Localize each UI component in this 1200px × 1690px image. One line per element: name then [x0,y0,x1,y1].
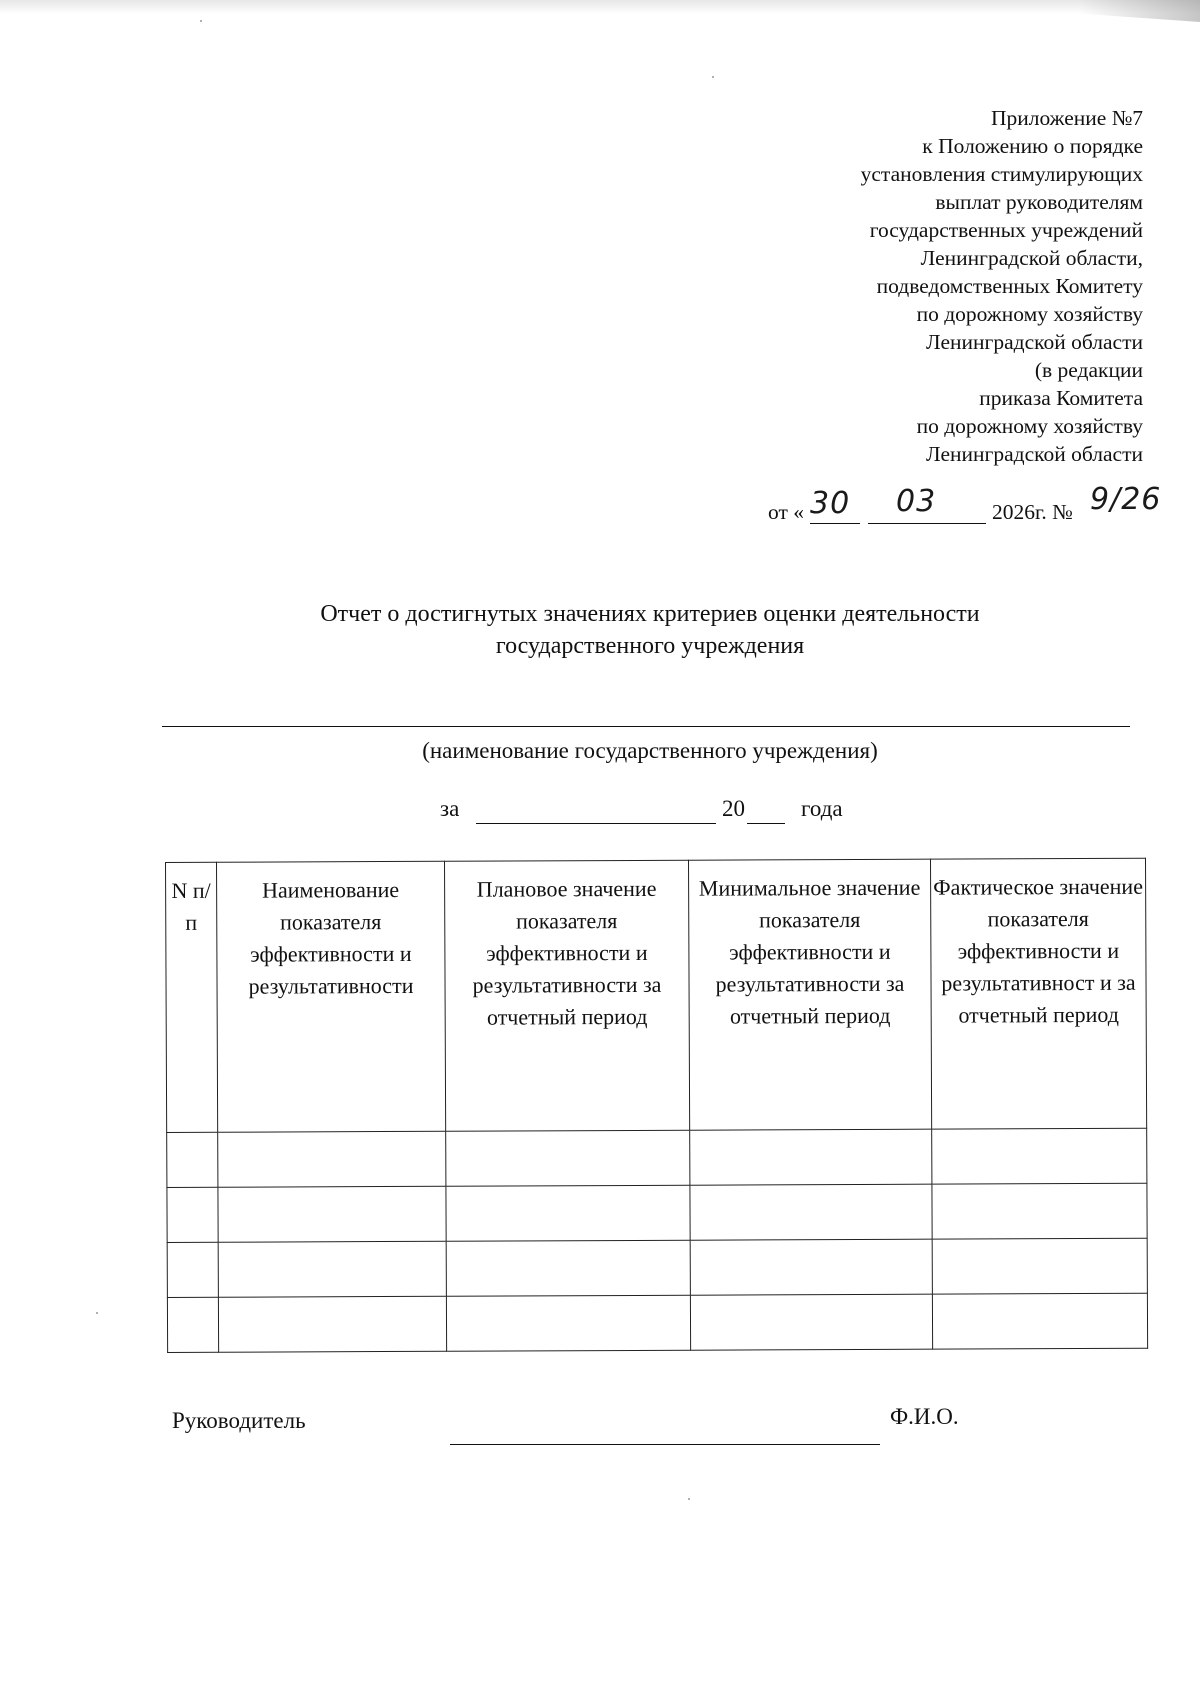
signature-line [450,1444,880,1445]
table-cell[interactable] [446,1185,690,1241]
table-cell[interactable] [218,1131,446,1187]
table-cell[interactable] [690,1184,932,1240]
scan-speck [688,1498,690,1500]
period-underline [476,823,716,824]
column-header-planned-value: Плановое значение показателя эффективности и результативности за отчетный период [444,860,689,1131]
appendix-line: Ленинградской области [926,330,1143,354]
table-row [167,1183,1147,1242]
table-cell[interactable] [218,1241,446,1297]
appendix-line: Ленинградской области [926,442,1143,466]
table-cell[interactable] [690,1239,932,1295]
table-cell[interactable] [690,1294,932,1350]
appendix-line: по дорожному хозяйству [916,414,1143,438]
signature-block [172,1404,992,1454]
table-row [167,1293,1147,1352]
date-year: 2026г. № [992,500,1073,524]
table-cell[interactable] [932,1238,1147,1294]
column-header-number: N п/п [166,862,218,1132]
scan-speck [712,76,714,78]
report-title [150,598,1150,662]
table-cell[interactable] [690,1129,932,1185]
scan-shadow-top [0,0,1200,14]
handwritten-order-number: 9/26 [1090,482,1162,517]
table-header-row [166,858,1147,1132]
table-cell[interactable] [446,1240,690,1296]
table-cell[interactable] [932,1293,1147,1349]
title-line-1: Отчет о достигнутых значениях критериев оценки деятельности [320,601,980,627]
title-line-2: государственного учреждения [495,633,805,659]
date-prefix: от « [768,500,804,524]
appendix-line: по дорожному хозяйству [916,302,1143,326]
table-cell[interactable] [167,1187,218,1242]
appendix-line: Ленинградской области, [920,246,1143,270]
appendix-line: выплат руководителям [935,190,1143,214]
period-prefix: за [440,796,460,821]
full-name-label: Ф.И.О. [890,1404,959,1429]
head-label: Руководитель [172,1408,306,1433]
order-date-line [768,482,1168,530]
scan-speck [200,20,202,22]
table-cell[interactable] [932,1128,1147,1184]
appendix-header [663,104,1143,468]
appendix-line: установления стимулирующих [860,162,1143,186]
table-row [167,1128,1147,1187]
year-underline [747,823,785,824]
table-cell[interactable] [167,1132,218,1187]
column-header-indicator-name: Наименование показателя эффективности и результативности [217,861,446,1132]
indicators-table [165,858,1148,1353]
day-underline [810,523,860,524]
month-underline [868,523,986,524]
institution-name-line [162,726,1130,727]
table-cell[interactable] [932,1183,1147,1239]
period-suffix: года [801,796,843,821]
appendix-line: государственных учреждений [869,218,1143,242]
appendix-line: (в редакции [1034,358,1143,382]
period-year-prefix: 20 [722,796,745,821]
appendix-line: Приложение №7 [990,106,1143,130]
appendix-line: подведомственных Комитету [876,274,1143,298]
table-cell[interactable] [446,1130,690,1186]
table-cell[interactable] [167,1242,218,1297]
scan-speck [96,1312,98,1314]
scan-shadow-corner [1080,0,1200,22]
appendix-line: приказа Комитета [979,386,1143,410]
table-cell[interactable] [167,1297,218,1352]
handwritten-month: 03 [896,484,937,519]
table-cell[interactable] [218,1296,446,1352]
appendix-line: к Положению о порядке [922,134,1143,158]
column-header-minimum-value: Минимальное значение показателя эффективности и результативности за отчетный период [688,859,931,1130]
table-cell[interactable] [218,1186,446,1242]
table-row [167,1238,1147,1297]
table-cell[interactable] [446,1295,690,1351]
reporting-period-line [440,790,860,830]
handwritten-day: 30 [810,486,851,521]
column-header-actual-value: Фактическое значение показателя эффективности и результативност и за отчетный период [930,858,1146,1129]
institution-caption: (наименование государственного учреждения) [422,738,878,763]
